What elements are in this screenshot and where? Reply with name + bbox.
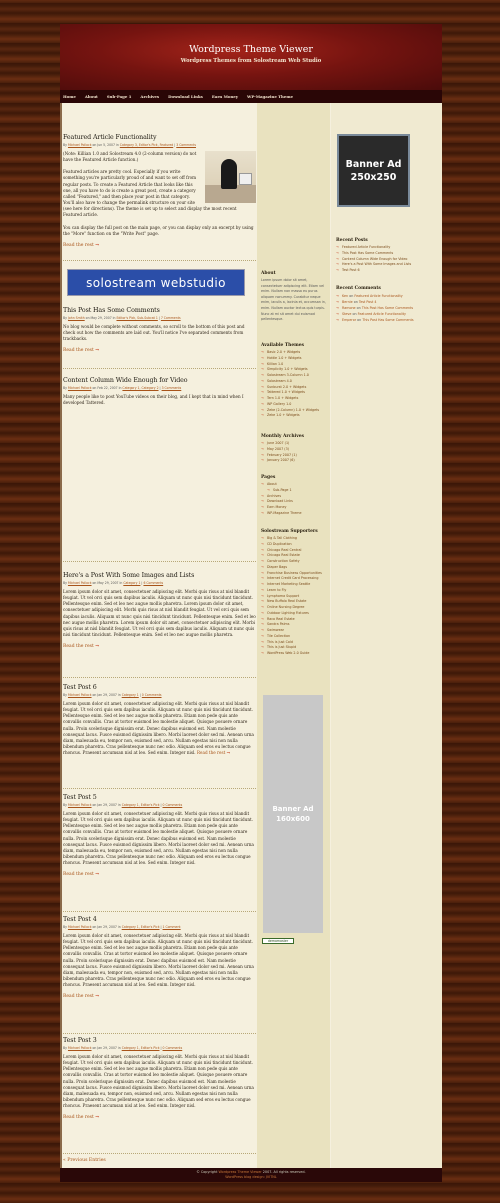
list-item[interactable]: → Simplicity 1.0 + Widgets (261, 367, 329, 373)
list-item[interactable]: → Content Column Wide Enough for Video (336, 257, 436, 263)
solostream-banner[interactable] (67, 269, 245, 296)
read-more-label[interactable]: Read the rest (196, 750, 226, 756)
read-more-label[interactable]: Read the rest (63, 348, 94, 354)
post-paragraph (63, 701, 256, 756)
list-item[interactable]: → Solostream 4.0 (261, 379, 329, 385)
archives-widget (261, 434, 329, 464)
pages-list (261, 482, 329, 517)
commenter-link[interactable]: Ken (342, 294, 349, 298)
list-item[interactable]: → Chicago Real Central (261, 548, 329, 554)
comments-link[interactable]: 7 Comments (160, 316, 181, 320)
arrow-right-icon: → (95, 872, 99, 878)
meta-date: on Jan 29, 2007 in (92, 1046, 121, 1050)
meta-date: on Feb 22, 2007 in (92, 386, 122, 390)
ad-label: Banner Ad (272, 805, 314, 813)
recent-posts-widget (336, 238, 436, 274)
supporters-list (261, 536, 329, 657)
list-item[interactable]: → Killian 1.0 (261, 362, 329, 368)
post (63, 307, 256, 353)
post (63, 794, 256, 877)
author-link[interactable]: Michael Pollock (67, 581, 92, 585)
list-item[interactable]: → Download Links (261, 499, 329, 505)
read-more-link[interactable] (197, 750, 230, 755)
post (63, 684, 256, 762)
read-more-link[interactable] (63, 994, 256, 999)
list-item[interactable]: → Swimwear (261, 628, 329, 634)
comment-on: on (349, 294, 354, 298)
list-item[interactable]: → February 2007 (1) (261, 453, 329, 459)
ad-size: 160x600 (276, 815, 310, 823)
list-item[interactable]: → Internet Credit Card Processing (261, 576, 329, 582)
comment-on: on (357, 318, 362, 322)
comments-link[interactable]: 3 Comments (161, 386, 182, 390)
about-text: Lorem ipsum dolor sit amet, consectetuer adipiscing elit. Etiam vel enim. Nullam non massa eu purus aliquam nonummy. Curabitur neque enim, iaculis a, lacinia et, accumsan in, enim. Nullam auctor lectus quis turpis. Nunc at mi sit amet dui euismod pellentesque. (261, 278, 326, 322)
ad-label: Banner Ad (345, 158, 402, 170)
divider (63, 1033, 256, 1034)
list-item[interactable]: → CD Duplication (261, 542, 329, 548)
meta-by: By (63, 1046, 67, 1050)
post-title[interactable]: Test Post 5 (63, 794, 97, 801)
post-paragraph: Lorem ipsum dolor sit amet, consectetuer adipiscing elit. Morbi quis risus at nisl blandit feugiat. Ut vel orci quis sem dapibus iaculis. Aliquam ut nunc quis nisi tincidunt tincidunt. Pellentesque enim. Sed et leo nec augue mollis pharetra. Etiam non pede quis ante convallis convallis. Cras at tortor euismod leo molestie aliquet. Quisque posuere ornare nulla. Proin scelerisque dignissim erat. Donec dapibus euismod est. Nam molestie consequat lacus. Fusce euismod dignissim libero. Morbi laoreet dolor sed mi. Aenean urna diam, malesuada eu, tempor non, euismod sed, arcu. Nullam egestas nisi non nulla bibendum pharetra. Cras pellentesque nunc nec odio. Aliquam sed eros eu lectus congue rhoncus. Praesent accumsan nisl at leo. Sed enim. Integer nisl. (63, 933, 254, 988)
meta-date: on Jun 5, 2007 in (92, 143, 119, 147)
post-meta: By Michael Pollock on Jan 29, 2007 in Category 1, Editor's Pick | 0 Comments (63, 803, 183, 807)
list-item[interactable]: → Archives (261, 494, 329, 500)
post-body (63, 933, 256, 988)
post-paragraph: Many people like to post YouTube videos on their blog, and I kept that in mind when I developed Tattered. (63, 394, 244, 406)
meta-date: on May 29, 2007 in (92, 581, 123, 585)
middle-sidebar (257, 103, 330, 1168)
post (63, 572, 256, 649)
site-header (60, 24, 442, 90)
author-link[interactable]: Michael Pollock (67, 143, 92, 147)
list-item[interactable]: → Earn Money (261, 505, 329, 511)
list-item[interactable]: → Chicago Real Estate (261, 553, 329, 559)
read-more-label[interactable]: Read the rest (63, 242, 94, 248)
list-item[interactable]: → Hottie 1.0 + Widgets (261, 356, 329, 362)
post-title[interactable]: Content Column Wide Enough for Video (63, 377, 188, 384)
commenter-link[interactable]: Steve (342, 312, 352, 316)
comment-post-link[interactable]: This Post Has Some Comments (361, 306, 414, 310)
list-item[interactable]: → Featured Article Functionality (336, 245, 436, 251)
meta-by: By (63, 803, 67, 807)
post-meta: By Michael Pollock on Feb 22, 2007 in Category 1, Category 2 | 3 Comments (63, 386, 182, 390)
nav-wp-magazine[interactable]: WP-Magazine Theme (247, 94, 293, 99)
post-paragraph: Lorem ipsum dolor sit amet, consectetuer adipiscing elit. Morbi quis risus at nisl blandit feugiat. Ut vel orci quis sem dapibus iaculis. Aliquam ut nunc quis nisi tincidunt tincidunt. Pellentesque enim. Sed et leo nec augue mollis pharetra. Lorem ipsum dolor sit amet, consectetuer adipiscing elit. Morbi quis risus at nisl blandit feugiat. Ut vel orci quis sem dapibus iaculis. Aliquam ut nunc quis nisi tincidunt tincidunt. Pellentesque enim. Sed et leo nec augue mollis pharetra. Lorem ipsum dolor sit amet, consectetuer adipiscing elit. Morbi quis risus at nisl blandit feugiat. Ut vel orci quis sem dapibus iaculis. Aliquam ut nunc quis nisi tincidunt tincidunt. Pellentesque enim. Sed et leo nec augue mollis pharetra. (63, 589, 256, 638)
archives-list (261, 441, 329, 464)
widget-title: Available Themes (261, 343, 305, 348)
themes-list (261, 350, 329, 419)
supporters-widget (261, 529, 329, 657)
list-item[interactable]: → This is Just Cold (261, 640, 329, 646)
list-item[interactable]: → Test Post 6 (336, 268, 436, 274)
post-paragraph: No blog would be complete without comments, so scroll to the bottom of this post and check out how the comments are laid out. You'll notice I've separated comments from trackbacks. (63, 324, 245, 342)
list-item[interactable]: → This Post Has Some Comments (336, 251, 436, 257)
widget-title: Recent Posts (336, 238, 368, 243)
post-title[interactable]: Here's a Post With Some Images and Lists (63, 572, 195, 579)
list-item[interactable]: → About (261, 482, 329, 488)
meta-by: By (63, 316, 67, 320)
nav-archives[interactable]: Archives (140, 94, 160, 99)
widget-title: Solostream Supporters (261, 529, 318, 534)
ad-size: 250x250 (350, 171, 397, 183)
post (63, 377, 256, 412)
previous-entries-link[interactable]: « Previous Entries (63, 1158, 106, 1163)
pages-widget (261, 475, 329, 517)
arrow-right-icon: → (95, 348, 99, 354)
demomaster-badge[interactable]: demomaster (262, 938, 294, 944)
post-body (63, 324, 256, 342)
arrow-right-icon: → (95, 644, 99, 650)
featured-image (205, 151, 256, 203)
post-body (63, 589, 256, 638)
divider (63, 561, 256, 562)
arrow-right-icon: → (95, 1115, 99, 1121)
read-more-link[interactable] (63, 872, 256, 877)
list-item[interactable]: → Sunburst 2.0 + Widgets (261, 385, 329, 391)
comment-post-link[interactable]: Featured Article Functionality (357, 312, 406, 316)
post-body (63, 1054, 256, 1109)
widget-title: About (261, 271, 276, 276)
post-meta: By Michael Pollock on Jan 29, 2007 in Category 1, Editor's Pick | 0 Comments (63, 1046, 183, 1050)
comment-on: on (353, 300, 358, 304)
design-credit[interactable]: WordPress blog design: JVITNL (225, 1175, 277, 1179)
post-featured (63, 134, 256, 248)
list-item[interactable]: → Tattered 1.0 + Widgets (261, 390, 329, 396)
list-item[interactable]: → WP-Magazine Theme (261, 511, 329, 517)
list-item[interactable]: → January 2007 (6) (261, 458, 329, 464)
post-meta: By Michael Pollock on Jan 29, 2007 in Category 1, Editor's Pick | 1 Comment (63, 925, 181, 929)
post-paragraph: Featured articles are pretty cool. Especially if you write something you're particularly proud of and want to set off from regular posts. To create a Featured Article that looks like this one, all you have to do is create a great post, create a category called "Featured," and then place your post in that category. You'll also have to change the permalink structure on your site (see here for directions). The theme is set up to select and display the most recent Featured article. (63, 169, 237, 218)
meta-by: By (63, 143, 67, 147)
post-paragraph: Lorem ipsum dolor sit amet, consectetuer adipiscing elit. Morbi quis risus at nisl blandit feugiat. Ut vel orci quis sem dapibus iaculis. Aliquam ut nunc quis nisi tincidunt tincidunt. Pellentesque enim. Sed et leo nec augue mollis pharetra. Etiam non pede quis ante convallis convallis. Cras at tortor euismod leo molestie aliquet. Quisque posuere ornare nulla. Proin scelerisque dignissim erat. Donec dapibus euismod est. Nam molestie consequat lacus. Fusce euismod dignissim libero. Morbi laoreet dolor sed mi. Aenean urna diam, malesuada eu, tempor non, euismod sed, arcu. Nullam egestas nisi non nulla bibendum pharetra. Cras pellentesque nunc nec odio. Aliquam sed eros eu lectus congue rhoncus. Praesent accumsan nisl at leo. Sed enim. Integer nisl. (63, 1054, 254, 1109)
post-body (63, 701, 256, 756)
post-title[interactable]: Test Post 3 (63, 1037, 97, 1044)
list-item[interactable]: → Diaper Bags (261, 565, 329, 571)
main-nav (60, 90, 442, 103)
divider (63, 911, 256, 912)
read-more-label[interactable]: Read the rest (63, 1115, 94, 1121)
comments-link[interactable]: 0 Comments (141, 693, 162, 697)
widget-title: Monthly Archives (261, 434, 305, 439)
list-item[interactable]: → Basic 2.0 + Widgets (261, 350, 329, 356)
list-item[interactable]: → WP Gallery 1.0 (261, 402, 329, 408)
widget-title: Pages (261, 475, 276, 480)
right-sidebar (331, 103, 442, 1168)
list-item[interactable]: → Franchise Business Opportunities (261, 571, 329, 577)
category-link[interactable]: Category 3, Editor's Pick, Featured (119, 143, 174, 147)
nav-earn-money[interactable]: Earn Money (211, 94, 239, 99)
list-item[interactable]: → This is Just Stupid (261, 645, 329, 651)
post-paragraph: You can display the full post on the main page, or you can display only an excerpt by using the "More" function on the "Write Post" page. (63, 224, 254, 236)
list-item[interactable]: → Zeke (2-Column) 1.0 + Widgets (261, 408, 329, 414)
banner-text: solostream webstudio (86, 275, 226, 290)
commenter-link[interactable]: Bernie (342, 300, 353, 304)
nav-download-links[interactable]: Download Links (168, 94, 203, 99)
meta-by: By (63, 693, 67, 697)
list-item (336, 317, 440, 323)
list-item[interactable]: → Online Nursing Degree (261, 605, 329, 611)
page-wrapper (60, 24, 442, 1182)
site-title[interactable]: Wordpress Theme Viewer (189, 44, 313, 55)
list-item[interactable]: → June 2007 (1) (261, 441, 329, 447)
author-link[interactable]: Michael Pollock (67, 925, 92, 929)
list-item[interactable]: → Tile Collection (261, 634, 329, 640)
comment-on: on (356, 306, 361, 310)
divider (63, 1153, 256, 1154)
arrow-right-icon: → (226, 750, 231, 756)
category-link[interactable]: Editor's Pick, Sub-Subcat 1 (116, 316, 158, 320)
divider (63, 677, 256, 678)
left-border (60, 103, 62, 1168)
post-title[interactable]: Featured Article Functionality (63, 134, 157, 141)
site-footer (60, 1168, 442, 1182)
comment-post-link[interactable]: Featured Article Functionality (354, 294, 403, 298)
list-item[interactable]: → Raco Real Estate (261, 617, 329, 623)
post-meta: By Michael Pollock on Jun 5, 2007 in Category 3, Editor's Pick, Featured | 3 Comments (63, 143, 196, 147)
list-item[interactable]: → Lymphoma Support (261, 594, 329, 600)
recent-comments-widget (336, 286, 440, 323)
category-link[interactable]: Category 1, Editor's Pick (121, 1046, 160, 1050)
post-body (63, 811, 256, 866)
themes-widget (261, 343, 329, 419)
list-item[interactable]: → New Buffalo Real Estate (261, 599, 329, 605)
list-item[interactable]: → Zeke 1.0 + Widgets (261, 413, 329, 419)
divider (63, 368, 256, 369)
nav-about[interactable]: About (84, 94, 98, 99)
banner-ad-160x600[interactable] (263, 695, 323, 933)
read-more-link[interactable] (63, 1115, 256, 1120)
comments-link[interactable]: 0 Comments (162, 1046, 183, 1050)
list-item[interactable]: → Big & Tall Clothing (261, 536, 329, 542)
comments-link[interactable]: 3 Comments (176, 143, 196, 147)
read-more-label[interactable]: Read the rest (63, 872, 94, 878)
meta-date: on Jan 29, 2007 in (92, 925, 121, 929)
copyright-text: © Copyright (196, 1170, 218, 1174)
about-widget (261, 271, 327, 323)
list-item[interactable]: → Internet Marketing Seattle (261, 582, 329, 588)
divider (63, 260, 256, 261)
comment-on: on (352, 312, 357, 316)
comments-link[interactable]: 0 Comments (162, 803, 183, 807)
list-item[interactable]: → Here's a Post With Some Images and Lists (336, 262, 436, 268)
meta-date: on May 29, 2007 in (85, 316, 116, 320)
commenter-link[interactable]: Ramone (342, 306, 356, 310)
list-item[interactable]: → Outdoor Lighting Fixtures (261, 611, 329, 617)
recent-posts-list (336, 245, 436, 274)
read-more-link[interactable] (63, 243, 256, 248)
post-body (63, 151, 256, 237)
arrow-right-icon: → (95, 994, 99, 1000)
meta-by: By (63, 386, 67, 390)
divider (63, 788, 256, 789)
category-link[interactable]: Category 1, Category 2 (122, 386, 159, 390)
post-meta: By John Smith on May 29, 2007 in Editor's Pick, Sub-Subcat 1 | 7 Comments (63, 316, 181, 320)
comments-link[interactable]: 1 Comment (162, 925, 181, 929)
author-link[interactable]: Michael Pollock (67, 1046, 92, 1050)
post-body (63, 394, 256, 406)
commenter-link[interactable]: Emperor (342, 318, 357, 322)
list-item[interactable]: → May 2007 (3) (261, 447, 329, 453)
list-item[interactable]: → Solostream 3-Column 1.0 (261, 373, 329, 379)
list-item[interactable]: → Sub-Page 1 (261, 488, 329, 494)
arrow-right-icon: → (95, 242, 99, 248)
author-link[interactable]: Michael Pollock (67, 803, 92, 807)
read-more-link[interactable] (63, 644, 256, 649)
list-item[interactable]: → Sandra Palms (261, 622, 329, 628)
post-title[interactable]: Test Post 4 (63, 916, 97, 923)
post-paragraph: Lorem ipsum dolor sit amet, consectetuer adipiscing elit. Morbi quis risus at nisl blandit feugiat. Ut vel orci quis sem dapibus iaculis. Aliquam ut nunc quis nisi tincidunt tincidunt. Pellentesque enim. Sed et leo nec augue mollis pharetra. Etiam non pede quis ante convallis convallis. Cras at tortor euismod leo molestie aliquet. Quisque posuere ornare nulla. Proin scelerisque dignissim erat. Donec dapibus euismod est. Nam molestie consequat lacus. Fusce euismod dignissim libero. Morbi laoreet dolor sed mi. Aenean urna diam, malesuada eu, tempor non, euismod sed, arcu. Nullam egestas nisi non nulla bibendum pharetra. Cras pellentesque nunc nec odio. Aliquam sed eros eu lectus congue rhoncus. Praesent accumsan nisl at leo. Sed enim. Integer nisl. (63, 811, 254, 866)
meta-date: on Jan 29, 2007 in (92, 803, 121, 807)
category-link[interactable]: Category 1, Editor's Pick (121, 925, 160, 929)
read-more-label[interactable]: Read the rest (63, 644, 94, 650)
list-item[interactable]: → WordPress Web 2.0 Guide (261, 651, 329, 657)
post-title[interactable]: Test Post 6 (63, 684, 97, 691)
meta-date: on Jan 29, 2007 in (92, 693, 121, 697)
site-subtitle: Wordpress Themes from Solostream Web Studio (180, 58, 322, 64)
post (63, 1037, 256, 1120)
category-link[interactable]: Category 1 (123, 581, 141, 585)
nav-subpage[interactable]: Sub-Page 1 (106, 94, 132, 99)
post-meta: By Michael Pollock on Jan 29, 2007 in Category 1 | 0 Comments (63, 693, 162, 697)
list-item[interactable]: → Construction Safety (261, 559, 329, 565)
meta-by: By (63, 925, 67, 929)
banner-ad-250x250[interactable] (337, 134, 410, 207)
post-text: Lorem ipsum dolor sit amet, consectetuer adipiscing elit. Morbi quis risus at nisl blandit feugiat. Ut vel orci quis sem dapibus iaculis. Aliquam ut nunc quis nisi tincidunt tincidunt. Pellentesque enim. Sed et leo nec augue mollis pharetra. Etiam non pede quis ante convallis convallis. Cras at tortor euismod leo molestie aliquet. Quisque posuere ornare nulla. Proin scelerisque dignissim erat. Donec dapibus euismod est. Nam molestie consequat lacus. Fusce euismod dignissim libero. Morbi laoreet dolor sed mi. Aenean urna diam, malesuada eu, tempor non, euismod sed, arcu. Nullam egestas nisi non nulla bibendum pharetra. Cras pellentesque nunc nec odio. Aliquam sed eros eu lectus congue rhoncus. Praesent accumsan nisl at leo. Sed enim. Integer nisl. (63, 701, 254, 756)
list-item[interactable]: → Learn to Fly (261, 588, 329, 594)
nav-home[interactable]: Home (63, 94, 76, 99)
comments-link[interactable]: 6 Comments (143, 581, 164, 585)
author-link[interactable]: John Smith (67, 316, 85, 320)
footer-site-link[interactable]: Wordpress Theme Viewer (218, 1170, 262, 1174)
widget-title: Recent Comments (336, 286, 381, 291)
rights-text: 2007. All rights reserved. (262, 1170, 306, 1174)
read-more-link[interactable] (63, 348, 256, 353)
post (63, 916, 256, 999)
recent-comments-list (336, 293, 440, 323)
comment-post-link[interactable]: Test Post 4 (358, 300, 377, 304)
read-more-label[interactable]: Read the rest (63, 994, 94, 1000)
post-paragraph: (Note: Killian 1.0 and Solostream 4.0 (2-column version) do not have the Featured Article function.) (63, 151, 197, 163)
comment-post-link[interactable]: This Post Has Some Comments (362, 318, 414, 322)
author-link[interactable]: Michael Pollock (67, 386, 92, 390)
post-title[interactable]: This Post Has Some Comments (63, 307, 160, 314)
list-item[interactable]: → Tern 1.0 + Widgets (261, 396, 329, 402)
category-link[interactable]: Category 1, Editor's Pick (121, 803, 160, 807)
category-link[interactable]: Category 1 (121, 693, 139, 697)
author-link[interactable]: Michael Pollock (67, 693, 92, 697)
meta-by: By (63, 581, 67, 585)
post-meta: By Michael Pollock on May 29, 2007 in Category 1 | 6 Comments (63, 581, 164, 585)
